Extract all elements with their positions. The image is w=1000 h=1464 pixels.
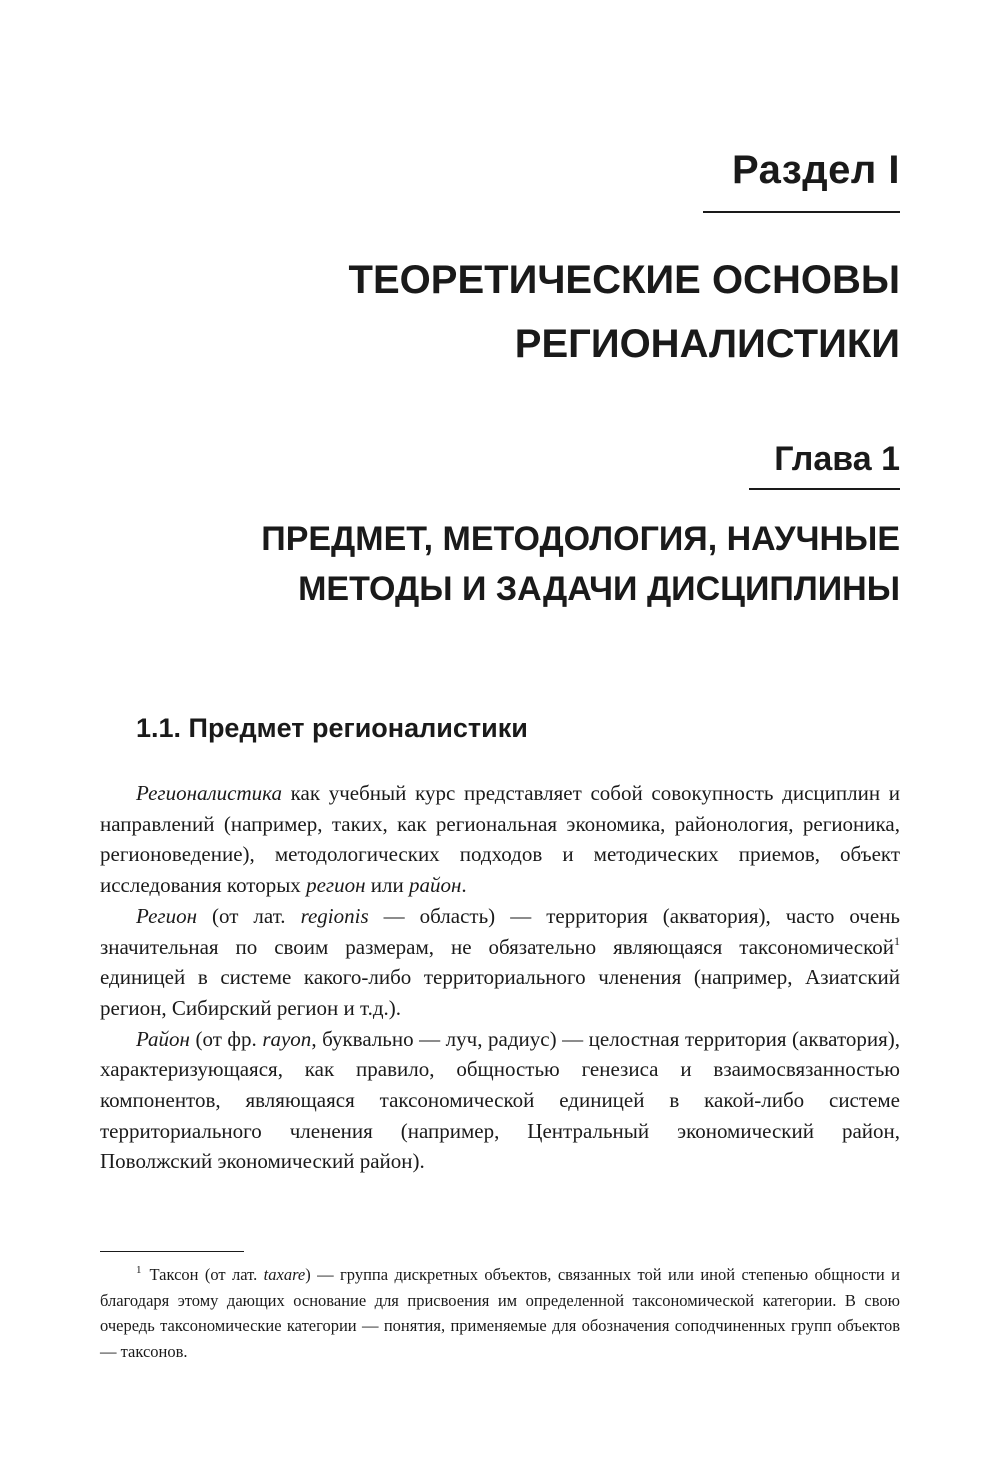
footnote-text: $^1$ Таксон (от лат. taxare) — группа дискретных объектов, связанных той или иной степенью общности и благодаря этому дающих основание для присвоения им определенной таксономической категории. В свою очередь таксономические категории — понятия, применяемые для обозначения соподчиненных групп объектов — таксонов.	[100, 1264, 900, 1361]
chapter-label: Глава 1	[774, 440, 900, 478]
section-title-line-1: ТЕОРЕТИЧЕСКИЕ ОСНОВЫ	[348, 258, 900, 302]
footnote-latin-word: taxare	[263, 1265, 306, 1284]
paragraph-rayon: Район (от фр. rayon, буквально — луч, радиус) — целостная территория (акватория), характеризующаяся, как правило, общностью генезиса и взаимосвязанностью компонентов, являющаяся таксономической единицей в какой-либо системе территориального членения (например, Центральный экономический район, Поволжский экономический район).	[100, 1026, 900, 1174]
section-underline	[703, 211, 900, 213]
section-label: Раздел I	[731, 148, 900, 192]
footnote-ref[interactable]: 1	[894, 933, 900, 948]
latin-word: regionis	[300, 903, 369, 928]
term-regionalistika: Регионалистика	[136, 781, 282, 805]
term-rayon: район	[408, 873, 462, 898]
term-region: регион	[306, 873, 366, 898]
paragraph-region: Регион (от лат. regionis — область) — территория (акватория), часто очень значительная по своим размерам, не обязательно являющаяся таксономической$^1$ единицей в системе какого-либо территориального членения (например, Азиатский регион, Сибирский регион и т.д.).	[100, 903, 901, 1020]
chapter-title	[261, 514, 900, 614]
footnote	[100, 1262, 900, 1364]
term-region-definition: Регион	[136, 903, 198, 928]
body-text	[100, 778, 900, 1177]
subsection-title: 1.1. Предмет регионалистики	[136, 713, 528, 743]
chapter-title-line-1: ПРЕДМЕТ, МЕТОДОЛОГИЯ, НАУЧНЫЕ	[261, 520, 900, 558]
term-rayon-definition: Район	[136, 1026, 190, 1051]
footnote-separator	[100, 1251, 244, 1252]
paragraph-regionalistika: Регионалистика как учебный курс представляет собой совокупность дисциплин и направлений (например, таких, как региональная экономика, районология, регионика, регионоведение), методологических подходов и методических приемов, объект исследования которых регион или район.	[100, 781, 900, 898]
footnote-number: 1	[136, 1264, 142, 1276]
chapter-underline	[749, 488, 900, 490]
section-title	[349, 248, 900, 376]
french-word: rayon	[262, 1026, 312, 1051]
chapter-title-line-2: МЕТОДЫ И ЗАДАЧИ ДИСЦИПЛИНЫ	[298, 570, 900, 608]
section-title-line-2: РЕГИОНАЛИСТИКИ	[514, 322, 900, 366]
